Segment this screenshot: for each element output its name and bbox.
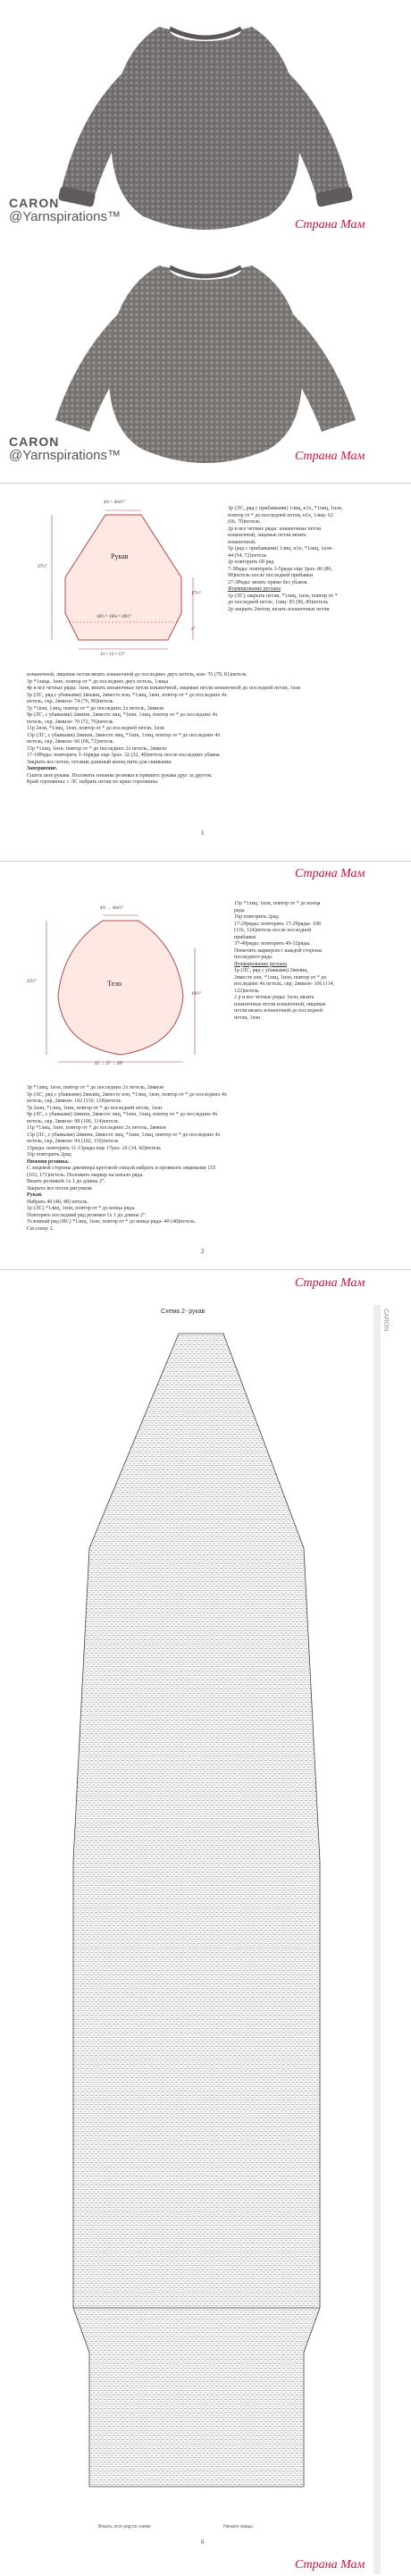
divider: [0, 1269, 411, 1270]
chart-title: Схема 2- рукав: [161, 1309, 206, 1315]
watermark: Страна Мам: [295, 218, 365, 232]
dim-left: 25½”: [27, 980, 37, 984]
dim-bottom: 13 = 13 = 13”: [100, 652, 125, 657]
pattern-page-sleeve: [0, 493, 411, 858]
product-photo-side: [0, 237, 411, 474]
dim-right: 19½”: [191, 992, 201, 997]
watermark: Страна Мам: [295, 867, 365, 880]
body-label: Тело: [107, 980, 122, 988]
brand-logo: CARON @Yarnspirations™: [9, 434, 121, 463]
dim-top: 4½ → 4¾½”: [100, 906, 123, 911]
instructions-right: 15р *1лиц, 1изн, повтор от * до конца ряда 16р повторить 2ряд 17-29ряды: повторить 17-29ряды- 108 (116, 124)петель после последней прибавки 37-49ряды: повторить 49-32ряды. Пометить маркером с каждой стороны последнего ряда. Формирование реглана 1р (ЛС, ряд с убавками) 2вмлиц, 2вместе изн, *1лиц, 1изн, повтор от * до последних 4х петель, скр, 2вмизн- 106 (114, 122)петель 2 р и все четные ряды: 1изн, вязать изнаночные петли изнаночной, лицевые петли вязать изнаночной до последней петли, 1изн: [234, 901, 335, 1021]
sleeve-label: Рукав: [111, 552, 129, 560]
dim-bottom: 25 → 27 → 29”: [95, 1062, 124, 1066]
page-number: 6: [201, 2538, 205, 2546]
brand-logo: CARON @Yarnspirations™: [9, 196, 121, 224]
instructions-right: 3р (ЛС, ряд с прибавками) 1лиц, н1х, *1лиц, 1изн, повтор от * до последней петли, н1х, 1лиц- 62 (66, 70)петель 2р и все четные ряды: изнаночные петли изнаночной, лицевые петли вязать изнаночной. 5р (ряд с прибавками) 1лиц, н1х, *1лиц, 1изн- 44 (54, 72)петель 2р повторить 68 ряд 7-3Ряды: повторить 3-5ряды еще 3раз- 86 (86, 90)петель после последней прибавки 27-3Ряды: вязать прямо без убавок. Формирование реглана 1р (ЛС) закрыть петли, *1лиц, 1изн, повтор от * до последней петле, 1лиц- 83 (86, 89)петель 2р закрыть 2петли, везать изнаночные петли: [228, 506, 343, 612]
divider: [0, 861, 411, 862]
pattern-page-chart: [0, 1305, 411, 2576]
watermark: Страна Мам: [295, 1276, 365, 1290]
footnote-right: Начало скицы: [223, 2524, 253, 2530]
side-strip: [373, 1305, 381, 2574]
sleeve-schematic: [34, 506, 213, 658]
watermark: Страна Мам: [295, 450, 365, 463]
product-photo-front: [0, 0, 411, 237]
side-brand: CARON: [382, 1309, 389, 1332]
divider: [0, 483, 411, 484]
stitch-chart: [36, 1325, 357, 2513]
dim-top: 4½ = 4¾½”: [104, 501, 125, 505]
instructions-full: изнаночной, лицевые петли вязать изнаночной до последних двух петель, изн- 76 (79, 81)петель 3р *1лица, 1изн, повтор от * до последних двух петель, 1лица 4р и все четные ряды: 1изн, вязать изнаночные петли изнаночной, лицевые петли изнаночной до последней петли, 1изн 5р (ЛС, ряд с убавками) 2вмлиц, 2вместе изн, *1лиц, 1изн, повтор от * до последних 4х петель, скр, 2вмизн- 74 (76, 80)петель 7р *1изн, 1лиц, повтор от * до последних 2х петель, 2вмизн 9р (ЛС, с убавками) 2вмизн, 2вместе лиц, *1изн, 1лиц, повтор от * до последних 4х петель, скр, 2вмизн- 70 (72, 76)петель 11р 2изн, *1лиц, 1изн, повтор от * до последней петли, 1изн 13р (ЛС, с убавками) 2вмизн, 2вместе лиц, *1изн, 1лиц, повтор от * до последних 4х петель, скр, 2вмизн- 66 (68, 72)петель 15р *1лиц, 1изн, повтор от * до последних 2х петель, 2вмизн 17-19Ряды: повторить 5-16ряды еще 3раз- 32 (32, 40)петель после последних убавок Закрыть все петли, оставив длинный конец нити для сшивания. Завершение. Сшить шов рукава. Положить изнанке резинки и пришить рукава друг за другом. Край горловины: с ЛС набрать петли по краю горловины.: [27, 672, 301, 785]
instructions-full: 3р *1лиц, 1изн, повтор от * до последних 2х петель, 2вмизн 5р (ЛС, ряд с убавками) 2вмлиц, 2вместе изн, *1лиц, 1изн, повтор от * до последних 4х петель, скр, 2вмизн- 102 (110, 118)петель 7р 2изн, *1лиц, 1изн, повтор от * до последней петли, 1изн 9р (ЛС, с убавками) 2вмизн, 2вместе лиц, *1изн, 1лиц, повтор от * до последних 4х петель, скр, 2вмизн- 98 (106, 114)петель 11р *1лиц, 1изн, повтор от * до последних 2х петель, 2вмизн 13р (ЛС, с убавками) 2вмизн, 2вместе лиц, *1изн, 1лиц, повтор от * до последних 4х петель, скр, 2вмизн- 94 (102, 110)петель 15ряды: повторить 11-13ряды еще 17раз- 26 (34, 42)петель 16р повторить 2ряд Нижняя резинка. С лицевой стороны джемпера круговой спицой набрать и провязать лицевыми 155 (163, 171)петель. Положить маркер на начало ряда. Вязать резинкой 1х 1 до длины 2”. Закрыть все петли рисунком. Рукав. Набрать 40 (40, 48) петель. 1р (ЛС) *1лиц, 1изн, повтор от * до конца ряда. Повторять последний ряд резинки 1х 1 до длины 2”. Условный ряд (ИС) *1лиц, 1изн, повтор от * до конца ряда- 40 (48)петель. См схему 2.: [27, 1085, 227, 1232]
footnote-left: Вязать этот ряд по схеме: [98, 2524, 151, 2530]
page-number: 2: [201, 1248, 205, 1255]
page-number: 1: [201, 829, 205, 837]
dim-cuff: 2”: [191, 627, 196, 632]
body-schematic: [27, 912, 206, 1064]
dim-left: 27½”: [38, 565, 47, 569]
watermark: Страна Мам: [295, 2558, 365, 2572]
dim-mid: 16½ = 16¾ = 20½”: [96, 615, 132, 619]
dim-right: 17½”: [191, 592, 201, 596]
